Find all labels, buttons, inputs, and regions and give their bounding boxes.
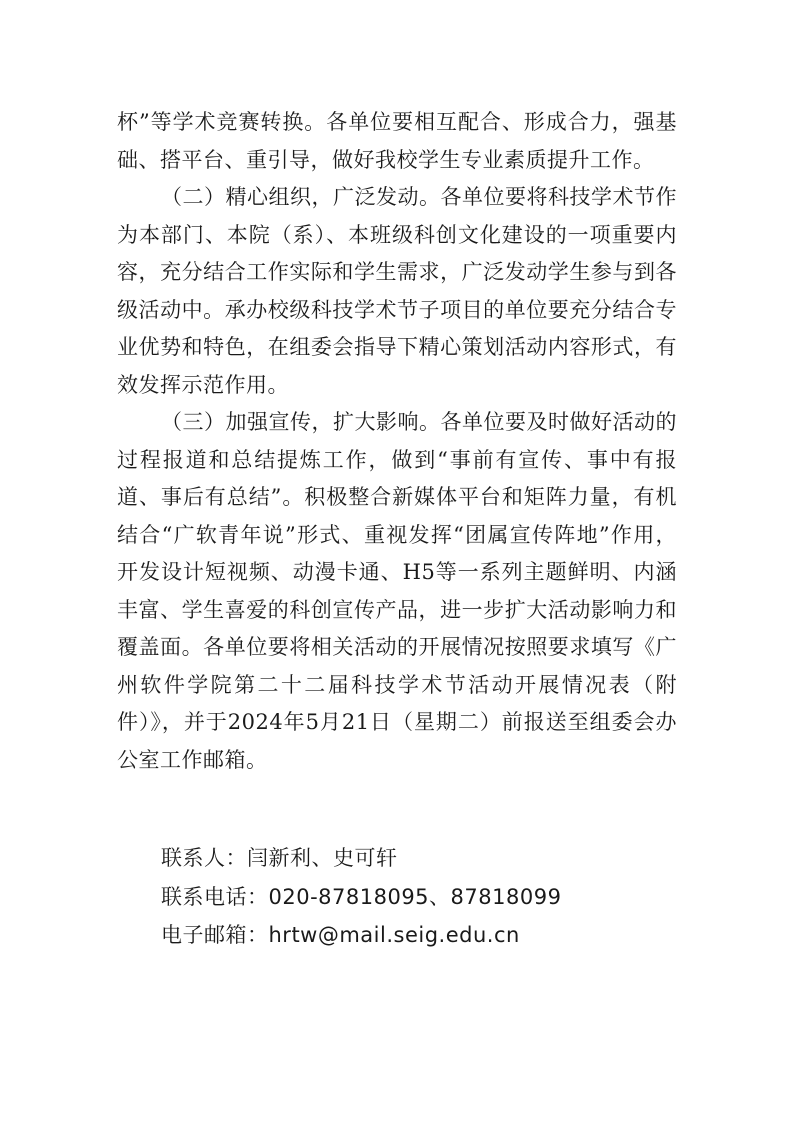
- contact-block: [161, 839, 661, 955]
- paragraph-publicity: （三）加强宣传，扩大影响。各单位要及时做好活动的过程报道和总结提炼工作，做到“事前有宣传、事中有报道、事后有总结”。积极整合新媒体平台和矩阵力量，有机结合“广软青年说”形式、重视发挥“团属宣传阵地”作用，开发设计短视频、动漫卡通、H5等一系列主题鲜明、内涵丰富、学生喜爱的科创宣传产品，进一步扩大活动影响力和覆盖面。各单位要将相关活动的开展情况按照要求填写《广州软件学院第二十二届科技学术节活动开展情况表（附件）》，并于2024年5月21日（星期二）前报送至组委会办公室工作邮箱。: [117, 410, 677, 772]
- contact-person-value: 闫新利、史可轩: [247, 846, 398, 870]
- document-body: [117, 104, 677, 779]
- contact-phone-line: [161, 878, 661, 917]
- contact-person-line: [161, 839, 661, 878]
- contact-email-line: [161, 916, 661, 955]
- contact-email-value: hrtw@mail.seig.edu.cn: [268, 923, 520, 947]
- contact-phone-value: 020-87818095、87818099: [268, 884, 562, 909]
- paragraph-organization: （二）精心组织，广泛发动。各单位要将科技学术节作为本部门、本院（系）、本班级科创文化建设的一项重要内容，充分结合工作实际和学生需求，广泛发动学生参与到各级活动中。承办校级科技学术节子项目的单位要充分结合专业优势和特色，在组委会指导下精心策划活动内容形式，有效发挥示范作用。: [117, 185, 677, 397]
- contact-person-label: 联系人：: [161, 846, 247, 870]
- contact-email-label: 电子邮箱：: [161, 923, 269, 947]
- paragraph-continuation: 杯”等学术竞赛转换。各单位要相互配合、形成合力，强基础、搭平台、重引导，做好我校学生专业素质提升工作。: [117, 110, 677, 172]
- contact-phone-label: 联系电话：: [161, 884, 269, 909]
